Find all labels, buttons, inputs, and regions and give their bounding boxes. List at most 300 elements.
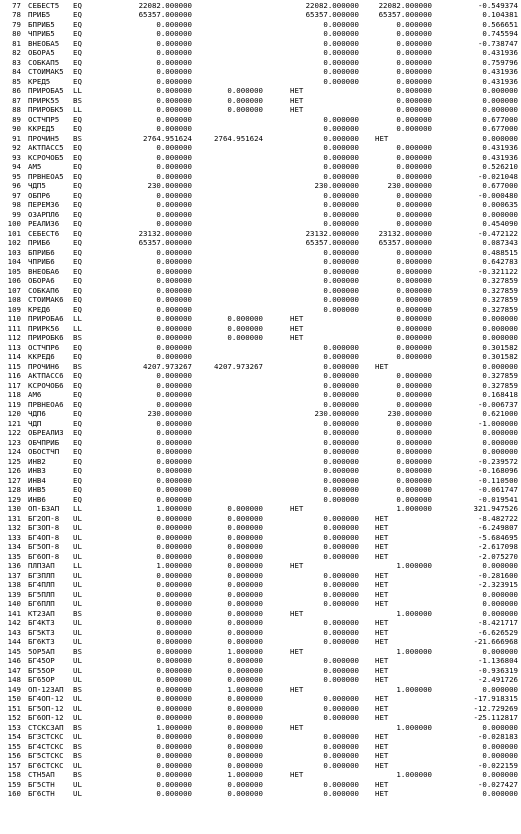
row-status: LL [73, 105, 82, 114]
row-lower-bound: 0.000000 [227, 542, 263, 551]
table-row [0, 248, 521, 258]
row-value: НЕТ [290, 86, 304, 95]
row-value: 0.000000 [323, 152, 359, 162]
row-name: КРЕД6 [28, 304, 51, 314]
row-number: 84 [12, 67, 21, 76]
row-name: БГ5ОП-8 [28, 542, 60, 551]
row-number: 132 [7, 523, 21, 532]
row-name: ЧПРИБ6 [28, 257, 55, 266]
row-upper-bound: 0.000000 [396, 67, 432, 76]
row-name: БГ4ПЛП [28, 580, 55, 589]
row-name: ПРИБ6 [28, 238, 51, 247]
row-activity: 0.000000 [156, 342, 192, 352]
row-name: ПРИРК55 [28, 95, 60, 105]
row-value: 0.000000 [323, 599, 359, 608]
row-status: EQ [73, 295, 82, 304]
row-upper-bound: 0.000000 [396, 418, 432, 428]
row-name: ИНВ2 [28, 456, 46, 466]
row-status: UL [73, 703, 82, 713]
row-value: 0.000000 [323, 266, 359, 276]
row-number: 118 [7, 390, 21, 399]
row-marginal: 0.000000 [482, 361, 518, 371]
table-row [0, 1, 521, 11]
row-value: 0.000000 [323, 694, 359, 703]
row-activity: 0.000000 [156, 114, 192, 124]
row-name: БГ5КТ3 [28, 627, 55, 637]
row-upper-bound: 0.000000 [396, 390, 432, 399]
row-name: СТОИМАК6 [28, 295, 64, 304]
row-activity: 0.000000 [156, 29, 192, 38]
row-number: 95 [12, 171, 21, 181]
row-status: EQ [73, 57, 82, 67]
row-activity: 0.000000 [156, 285, 192, 295]
row-status: LL [73, 504, 82, 513]
row-upper-bound: 0.000000 [396, 371, 432, 380]
row-status: EQ [73, 447, 82, 456]
row-value: 0.000000 [323, 285, 359, 295]
row-number: 105 [7, 266, 21, 276]
row-value: 0.000000 [323, 513, 359, 523]
row-upper-bound: НЕТ [375, 589, 389, 599]
row-upper-bound: 0.000000 [396, 342, 432, 352]
table-row [0, 77, 521, 87]
row-status: EQ [73, 190, 82, 200]
row-name: БГ4ОП-8 [28, 532, 60, 542]
row-lower-bound: 0.000000 [227, 694, 263, 703]
row-number: 85 [12, 76, 21, 86]
row-number: 128 [7, 485, 21, 494]
row-marginal: 0.526210 [482, 162, 518, 171]
row-number: 136 [7, 561, 21, 570]
row-upper-bound: 22082.000000 [378, 0, 432, 10]
row-status: EQ [73, 380, 82, 390]
table-row [0, 10, 521, 20]
row-number: 99 [12, 209, 21, 219]
row-name: 5ОР5АП [28, 646, 55, 656]
row-marginal: 0.000000 [482, 684, 518, 694]
row-value: 0.000000 [323, 751, 359, 760]
table-row [0, 542, 521, 552]
row-name: ККРЕД6 [28, 352, 55, 361]
row-status: EQ [73, 418, 82, 428]
row-value: 0.000000 [323, 580, 359, 589]
row-number: 90 [12, 124, 21, 133]
row-activity: 0.000000 [156, 532, 192, 542]
row-number: 133 [7, 532, 21, 542]
row-marginal: 0.087343 [482, 238, 518, 247]
row-number: 87 [12, 95, 21, 105]
row-value: 0.000000 [323, 342, 359, 352]
row-activity: 230.000000 [147, 181, 192, 190]
row-upper-bound: 0.000000 [396, 266, 432, 276]
row-status: BS [73, 741, 82, 751]
row-name: КСРОЧОБ6 [28, 380, 64, 390]
row-upper-bound: 0.000000 [396, 352, 432, 361]
row-status: EQ [73, 152, 82, 162]
table-row [0, 172, 521, 182]
row-number: 141 [7, 608, 21, 618]
row-activity: 0.000000 [156, 760, 192, 770]
row-status: BS [73, 722, 82, 732]
row-number: 122 [7, 428, 21, 437]
row-number: 98 [12, 200, 21, 209]
row-name: ККРЕД5 [28, 124, 55, 133]
row-marginal: -0.061747 [477, 485, 518, 494]
row-marginal: 0.000000 [482, 323, 518, 333]
row-upper-bound: 0.000000 [396, 143, 432, 152]
row-activity: 2764.951624 [143, 133, 192, 143]
row-marginal: 0.000000 [482, 741, 518, 751]
row-value: 0.000000 [323, 760, 359, 770]
row-upper-bound: НЕТ [375, 732, 389, 741]
table-row [0, 609, 521, 619]
row-marginal: 0.431936 [482, 67, 518, 76]
row-name: СОБКАП5 [28, 57, 60, 67]
row-status: LL [73, 561, 82, 570]
row-value: НЕТ [290, 684, 304, 694]
row-name: ОБЧПРИБ [28, 437, 60, 447]
row-activity: 0.000000 [156, 741, 192, 751]
row-number: 83 [12, 57, 21, 67]
row-status: UL [73, 542, 82, 551]
row-marginal: 0.000000 [482, 95, 518, 105]
row-activity: 0.000000 [156, 371, 192, 380]
row-value: 0.000000 [323, 399, 359, 409]
table-row [0, 666, 521, 676]
row-activity: 0.000000 [156, 399, 192, 409]
row-upper-bound: НЕТ [375, 133, 389, 143]
row-marginal: 0.000000 [482, 589, 518, 599]
table-row [0, 229, 521, 239]
row-marginal: 0.327859 [482, 304, 518, 314]
row-value: 0.000000 [323, 789, 359, 798]
row-name: БГ2ОП-8 [28, 513, 60, 523]
row-activity: 0.000000 [156, 323, 192, 333]
row-marginal: 0.000000 [482, 437, 518, 447]
row-lower-bound: 0.000000 [227, 713, 263, 722]
row-upper-bound: 0.000000 [396, 333, 432, 342]
row-value: НЕТ [290, 504, 304, 513]
row-value: 0.000000 [323, 485, 359, 494]
row-marginal: -0.028183 [477, 732, 518, 741]
row-lower-bound: 0.000000 [227, 656, 263, 665]
table-row [0, 742, 521, 752]
row-status: UL [73, 599, 82, 608]
row-marginal: 0.488515 [482, 247, 518, 257]
table-row [0, 39, 521, 49]
row-name: БГ6ОП-12 [28, 713, 64, 722]
row-marginal: 0.000000 [482, 751, 518, 760]
row-upper-bound: 23132.000000 [378, 228, 432, 238]
row-upper-bound: НЕТ [375, 570, 389, 580]
row-upper-bound: 0.000000 [396, 247, 432, 257]
row-status: BS [73, 608, 82, 618]
row-lower-bound: 0.000000 [227, 703, 263, 713]
row-lower-bound: 1.000000 [227, 770, 263, 779]
row-number: 140 [7, 599, 21, 608]
row-name: ОБОРА6 [28, 276, 55, 285]
row-number: 94 [12, 162, 21, 171]
row-name: ПРИБ5 [28, 10, 51, 19]
row-name: ПРВНЕОА5 [28, 171, 64, 181]
row-marginal: 0.000000 [482, 770, 518, 779]
row-activity: 0.000000 [156, 314, 192, 323]
table-row [0, 29, 521, 39]
row-marginal: 0.327859 [482, 380, 518, 390]
row-marginal: -0.110500 [477, 475, 518, 485]
row-value: 0.000000 [323, 589, 359, 599]
table-row [0, 162, 521, 172]
row-lower-bound: 0.000000 [227, 751, 263, 760]
row-status: UL [73, 779, 82, 789]
row-upper-bound: 0.000000 [396, 485, 432, 494]
row-marginal: 0.431936 [482, 143, 518, 152]
row-name: ОБПР6 [28, 190, 51, 200]
row-number: 155 [7, 741, 21, 751]
row-activity: 0.000000 [156, 276, 192, 285]
row-name: ОБОСТЧП [28, 447, 60, 456]
row-lower-bound: 0.000000 [227, 760, 263, 770]
row-name: ОЗАРПЛ6 [28, 209, 60, 219]
row-activity: 0.000000 [156, 257, 192, 266]
row-name: БГ6ОП-8 [28, 551, 60, 561]
row-number: 151 [7, 703, 21, 713]
row-status: UL [73, 523, 82, 532]
row-number: 149 [7, 684, 21, 694]
row-marginal: -2.491726 [477, 675, 518, 684]
table-row [0, 704, 521, 714]
row-marginal: -0.239572 [477, 456, 518, 466]
row-name: АМ6 [28, 390, 42, 399]
row-value: 0.000000 [323, 779, 359, 789]
row-value: 0.000000 [323, 437, 359, 447]
row-marginal: 0.327859 [482, 276, 518, 285]
table-row [0, 390, 521, 400]
row-value: 0.000000 [323, 532, 359, 542]
row-upper-bound: 65357.000000 [378, 10, 432, 19]
row-marginal: 0.677000 [482, 181, 518, 190]
row-value: 0.000000 [323, 352, 359, 361]
row-value: 0.000000 [323, 703, 359, 713]
row-activity: 0.000000 [156, 19, 192, 29]
row-upper-bound: 0.000000 [396, 380, 432, 390]
row-marginal: 321.947526 [473, 504, 518, 513]
table-row [0, 732, 521, 742]
row-number: 88 [12, 105, 21, 114]
table-row [0, 552, 521, 562]
row-number: 89 [12, 114, 21, 124]
row-status: EQ [73, 143, 82, 152]
row-upper-bound: 1.000000 [396, 608, 432, 618]
row-number: 142 [7, 618, 21, 627]
row-name: ИНВ4 [28, 475, 46, 485]
table-row [0, 428, 521, 438]
row-upper-bound: 1.000000 [396, 646, 432, 656]
row-name: ПРОЧИН6 [28, 361, 60, 371]
row-value: 0.000000 [323, 390, 359, 399]
row-upper-bound: 0.000000 [396, 200, 432, 209]
row-marginal: -0.019541 [477, 494, 518, 504]
row-name: ИНВ6 [28, 494, 46, 504]
row-marginal: 0.000635 [482, 200, 518, 209]
row-activity: 0.000000 [156, 523, 192, 532]
row-status: EQ [73, 209, 82, 219]
row-upper-bound: НЕТ [375, 694, 389, 703]
table-row [0, 200, 521, 210]
row-value: НЕТ [290, 314, 304, 323]
row-status: BS [73, 751, 82, 760]
row-status: EQ [73, 219, 82, 228]
row-name: ОБОРА5 [28, 48, 55, 57]
row-number: 156 [7, 751, 21, 760]
row-name: ЧДП5 [28, 181, 46, 190]
row-upper-bound: НЕТ [375, 513, 389, 523]
row-name: АМ5 [28, 162, 42, 171]
row-number: 91 [12, 133, 21, 143]
row-number: 93 [12, 152, 21, 162]
row-name: ПРИРОБА6 [28, 314, 64, 323]
row-number: 97 [12, 190, 21, 200]
row-value: 65357.000000 [305, 10, 359, 19]
row-value: 0.000000 [323, 475, 359, 485]
row-name: КРЕД5 [28, 76, 51, 86]
row-name: ИНВ3 [28, 466, 46, 475]
row-upper-bound: 0.000000 [396, 190, 432, 200]
row-marginal: 0.327859 [482, 285, 518, 295]
row-marginal: -0.000480 [477, 190, 518, 200]
row-upper-bound: 0.000000 [396, 171, 432, 181]
row-value: 0.000000 [323, 418, 359, 428]
row-upper-bound: 0.000000 [396, 257, 432, 266]
row-number: 104 [7, 257, 21, 266]
row-value: 22082.000000 [305, 0, 359, 10]
row-upper-bound: НЕТ [375, 789, 389, 798]
row-status: EQ [73, 409, 82, 418]
row-upper-bound: 0.000000 [396, 475, 432, 485]
table-row [0, 780, 521, 790]
table-row [0, 295, 521, 305]
row-status: EQ [73, 456, 82, 466]
row-status: UL [73, 532, 82, 542]
row-activity: 0.000000 [156, 304, 192, 314]
row-marginal: -25.112817 [473, 713, 518, 722]
row-status: EQ [73, 371, 82, 380]
row-status: UL [73, 513, 82, 523]
row-marginal: -0.936319 [477, 665, 518, 675]
row-activity: 0.000000 [156, 209, 192, 219]
table-row [0, 485, 521, 495]
row-status: UL [73, 570, 82, 580]
row-number: 135 [7, 551, 21, 561]
row-status: EQ [73, 352, 82, 361]
table-row [0, 276, 521, 286]
table-row [0, 770, 521, 780]
table-row [0, 210, 521, 220]
row-number: 109 [7, 304, 21, 314]
row-activity: 0.000000 [156, 390, 192, 399]
row-status: EQ [73, 0, 82, 10]
row-activity: 0.000000 [156, 779, 192, 789]
row-upper-bound: НЕТ [375, 741, 389, 751]
row-number: 160 [7, 789, 21, 798]
row-marginal: -17.918315 [473, 694, 518, 703]
row-name: ПЕРЕМЗ6 [28, 200, 60, 209]
row-status: EQ [73, 200, 82, 209]
row-marginal: 0.566651 [482, 19, 518, 29]
row-marginal: 0.000000 [482, 428, 518, 437]
table-row [0, 457, 521, 467]
row-status: UL [73, 656, 82, 665]
row-lower-bound: 0.000000 [227, 523, 263, 532]
table-row [0, 675, 521, 685]
row-name: ВНЕОБА5 [28, 38, 60, 48]
row-activity: 0.000000 [156, 295, 192, 304]
row-value: 0.000000 [323, 732, 359, 741]
row-number: 145 [7, 646, 21, 656]
row-upper-bound: НЕТ [375, 551, 389, 561]
row-value: 0.000000 [323, 57, 359, 67]
row-marginal: 0.677000 [482, 114, 518, 124]
row-name: АКТПАСС6 [28, 371, 64, 380]
row-marginal: 0.431936 [482, 48, 518, 57]
table-row [0, 352, 521, 362]
row-value: 0.000000 [323, 38, 359, 48]
row-status: EQ [73, 238, 82, 247]
row-status: EQ [73, 428, 82, 437]
row-activity: 0.000000 [156, 48, 192, 57]
row-name: ПРИРК56 [28, 323, 60, 333]
row-upper-bound: НЕТ [375, 361, 389, 371]
row-activity: 0.000000 [156, 466, 192, 475]
row-name: СЕБЕСТ6 [28, 228, 60, 238]
row-marginal: 0.454090 [482, 219, 518, 228]
row-upper-bound: 0.000000 [396, 219, 432, 228]
row-value: 0.000000 [323, 637, 359, 646]
row-name: ПРИРОБА5 [28, 86, 64, 95]
row-marginal: 0.000000 [482, 133, 518, 143]
row-value: 0.000000 [323, 304, 359, 314]
row-activity: 0.000000 [156, 95, 192, 105]
row-lower-bound: 0.000000 [227, 532, 263, 542]
row-activity: 0.000000 [156, 266, 192, 276]
row-lower-bound: 0.000000 [227, 722, 263, 732]
row-marginal: 0.000000 [482, 105, 518, 114]
row-marginal: 0.301582 [482, 342, 518, 352]
row-lower-bound: 0.000000 [227, 789, 263, 798]
row-name: БГ3СТСКС [28, 732, 64, 741]
row-upper-bound: НЕТ [375, 627, 389, 637]
row-number: 115 [7, 361, 21, 371]
row-marginal: -0.549374 [477, 0, 518, 10]
row-activity: 0.000000 [156, 447, 192, 456]
row-activity: 0.000000 [156, 703, 192, 713]
row-value: 0.000000 [323, 570, 359, 580]
row-value: НЕТ [290, 105, 304, 114]
row-upper-bound: 0.000000 [396, 447, 432, 456]
row-status: EQ [73, 485, 82, 494]
row-status: EQ [73, 304, 82, 314]
table-row [0, 153, 521, 163]
row-marginal: 0.621000 [482, 409, 518, 418]
row-status: LL [73, 86, 82, 95]
row-upper-bound: 0.000000 [396, 57, 432, 67]
row-activity: 0.000000 [156, 656, 192, 665]
table-row [0, 685, 521, 695]
row-upper-bound: 0.000000 [396, 114, 432, 124]
row-name: БГ5ОП-12 [28, 703, 64, 713]
row-name: БГ6КТ3 [28, 637, 55, 646]
row-marginal: 0.327859 [482, 295, 518, 304]
